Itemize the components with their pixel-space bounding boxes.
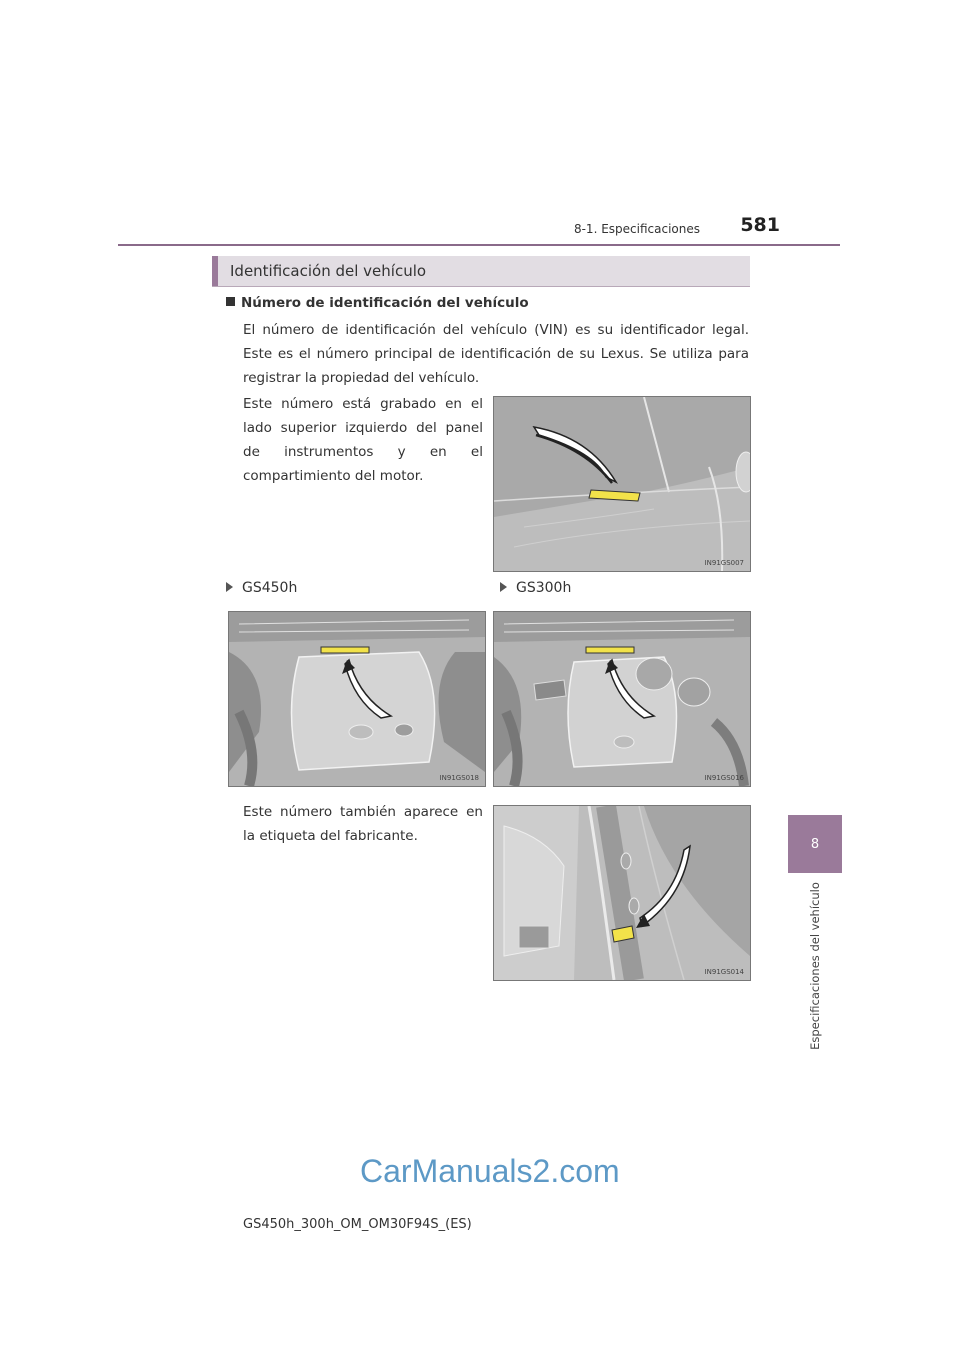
chapter-tab xyxy=(788,815,842,873)
model-name: GS450h xyxy=(242,580,298,596)
chapter-number: 8 xyxy=(810,836,820,852)
triangle-bullet-icon xyxy=(500,582,507,592)
intro-paragraph: El número de identificación del vehículo (VIN) es su identificador legal. Este es el número principal de identificación de su Lexus. Se utiliza para registrar la propiedad del vehículo. xyxy=(243,322,749,386)
subsection-heading xyxy=(226,295,529,311)
header-rule xyxy=(118,244,840,246)
watermark-text: CarManuals2.com xyxy=(360,1153,620,1189)
engine-illustration-gs300h xyxy=(494,612,750,786)
location-paragraph: Este número está grabado en el lado superior izquierdo del panel de instrumentos y en el compartimiento del motor. xyxy=(243,396,483,484)
chapter-side-label xyxy=(805,878,825,1053)
section-underline xyxy=(212,286,750,287)
figure-code: IN91GS016 xyxy=(704,774,744,782)
model-name: GS300h xyxy=(516,580,572,596)
door-illustration xyxy=(494,806,750,980)
dashboard-figure xyxy=(493,396,751,572)
door-label-figure xyxy=(493,805,751,981)
model-label-gs300h xyxy=(500,580,571,596)
figure-code: IN91GS018 xyxy=(439,774,479,782)
figure-code: IN91GS007 xyxy=(704,559,744,567)
engine-figure-gs450h xyxy=(228,611,486,787)
section-reference: 8-1. Especificaciones xyxy=(573,222,700,236)
page-number: 581 xyxy=(740,214,780,236)
document-code: GS450h_300h_OM_OM30F94S_(ES) xyxy=(243,1217,472,1232)
figure-code: IN91GS014 xyxy=(704,968,744,976)
label-paragraph: Este número también aparece en la etiqueta del fabricante. xyxy=(243,804,483,844)
triangle-bullet-icon xyxy=(226,582,233,592)
engine-figure-gs300h xyxy=(493,611,751,787)
engine-illustration-gs450h xyxy=(229,612,485,786)
section-title: Identificación del vehículo xyxy=(230,262,427,280)
section-heading-band xyxy=(212,256,750,286)
subsection-title: Número de identificación del vehículo xyxy=(241,295,529,311)
square-bullet-icon xyxy=(226,297,235,306)
chapter-label: Especificaciones del vehículo xyxy=(808,881,822,1050)
model-label-gs450h xyxy=(226,580,297,596)
dashboard-illustration xyxy=(494,397,750,571)
